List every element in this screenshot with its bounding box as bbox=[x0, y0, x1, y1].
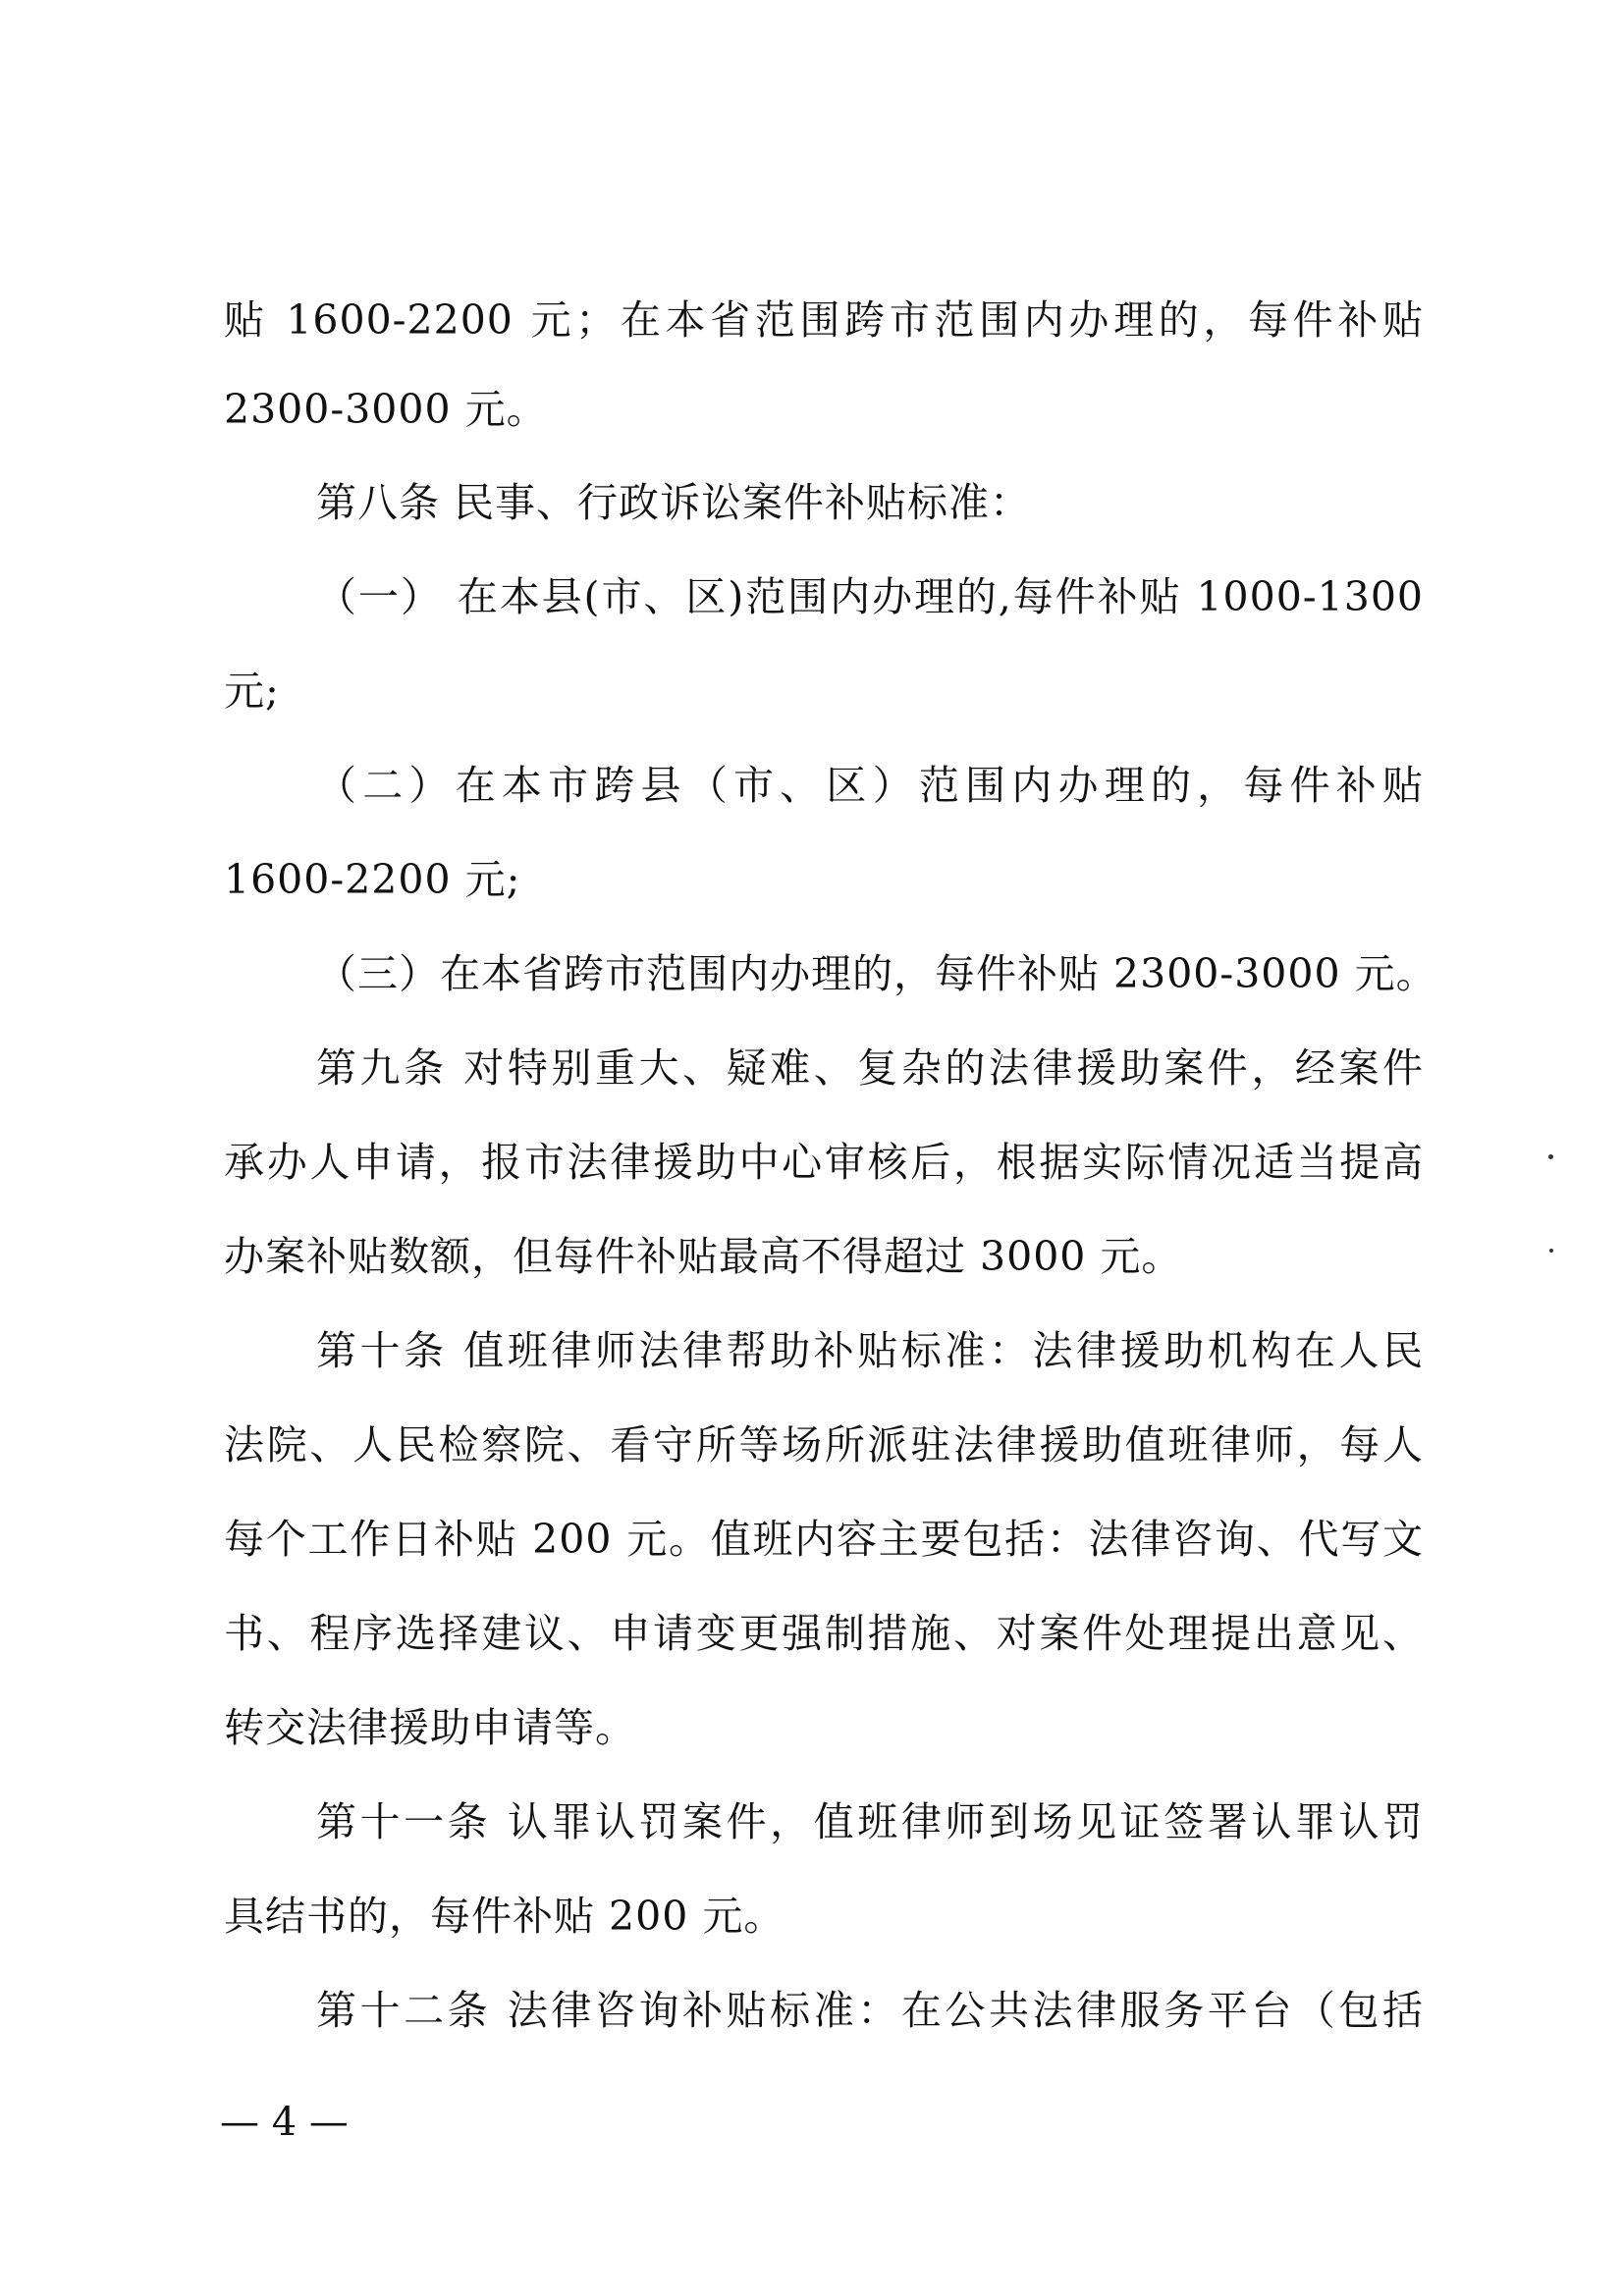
text-line-13: 法院、人民检察院、看守所等场所派驻法律援助值班律师，每人 bbox=[224, 1421, 1424, 1468]
scan-speck bbox=[1549, 1249, 1553, 1253]
article-8-item-2: （二）在本市跨县（市、区）范围内办理的，每件补贴 bbox=[316, 762, 1424, 809]
article-12-start: 第十二条 法律咨询补贴标准：在公共法律服务平台（包括 bbox=[316, 1987, 1424, 2034]
article-10-start: 第十条 值班律师法律帮助补贴标准：法律援助机构在人民 bbox=[316, 1327, 1424, 1374]
article-11-start: 第十一条 认罪认罚案件，值班律师到场见证签署认罪认罚 bbox=[316, 1798, 1424, 1845]
page-number: — 4 — bbox=[220, 2100, 349, 2145]
article-8-item-1: （一） 在本县(市、区)范围内办理的,每件补贴 1000-1300 bbox=[316, 573, 1424, 620]
article-9-start: 第九条 对特别重大、疑难、复杂的法律援助案件，经案件 bbox=[316, 1044, 1424, 1092]
text-line-15: 书、程序选择建议、申请变更强制措施、对案件处理提出意见、 bbox=[224, 1610, 1424, 1657]
text-line-16: 转交法律援助申请等。 bbox=[224, 1704, 636, 1751]
text-line-2: 2300-3000 元。 bbox=[224, 386, 548, 433]
text-line-18: 具结书的，每件补贴 200 元。 bbox=[224, 1893, 785, 1940]
text-line-14: 每个工作日补贴 200 元。值班内容主要包括：法律咨询、代写文 bbox=[224, 1516, 1424, 1563]
article-8-heading: 第八条 民事、行政诉讼案件补贴标准： bbox=[316, 479, 1032, 526]
scan-speck bbox=[1548, 1154, 1553, 1159]
text-line-7: 1600-2200 元; bbox=[224, 856, 521, 903]
text-line-5: 元; bbox=[224, 667, 280, 715]
article-8-item-3: （三）在本省跨市范围内办理的，每件补贴 2300-3000 元。 bbox=[316, 950, 1437, 997]
text-line-10: 承办人申请，报市法律援助中心审核后，根据实际情况适当提高 bbox=[224, 1139, 1424, 1186]
text-line-11: 办案补贴数额，但每件补贴最高不得超过 3000 元。 bbox=[224, 1233, 1183, 1280]
text-line-1: 贴 1600-2200 元；在本省范围跨市范围内办理的，每件补贴 bbox=[224, 296, 1424, 344]
